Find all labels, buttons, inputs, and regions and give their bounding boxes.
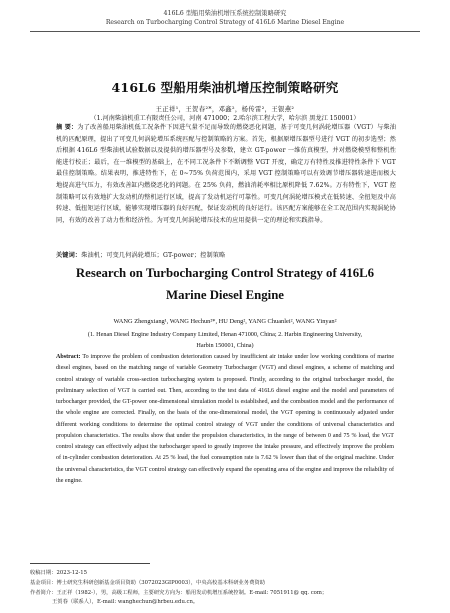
- abstract-en-text: To improve the problem of combustion deterioration caused by insufficient air intake under low working conditions of marine diesel engines, based on the matching range of variable Geometry Turbocharger (VGT) and diesel engines, a scheme of matching and control strategy of variable cross-section turbocharging system is proposed. Firstly, according to the original turbocharger model, the preliminary selection of VGT is carried out. Then, according to the test data of 416L6 diesel engine and the model and parameters of turbocharger provided, the GT-power one-dimensional simulation model is established, and the combustion model and the performance of the whole engine are corrected. Finally, on the basis of the one-dimensional model, the VGT opening is continuously adjusted under different working conditions to determine the optimal control strategy of VGT under the conditions of universal characteristics and propulsion characteristics. The results show that under the propulsion characteristics, in the range of between 0 and 75 % load, the VGT control strategy can effectively adjust the turbocharger speed to greatly improve the intake pressure, and effectively improve the problem of in-cylinder combustion deterioration. At 25 % load, the fuel consumption rate is 7.62 % lower than that of the original machine. Under the universal characteristics, the VGT control strategy can effectively expand the operating area of the engine and improve the reliability of the engine.: [56, 354, 394, 484]
- affiliation-en-line2: Harbin 150001, China): [196, 342, 254, 349]
- footnote-author-contact: 王贺春（联系人），E-mail: wanghechun@hrbeu.edu.cn。: [52, 599, 199, 605]
- paper-title-en-line1: Research on Turbocharging Control Strategy of 416L6: [75, 266, 375, 280]
- footnote-received: 收稿日期：2023-12-15: [30, 570, 88, 576]
- footnote-rule: [30, 563, 150, 564]
- abstract-en-label: Abstract:: [56, 354, 81, 360]
- abstract-cn: [56, 122, 396, 226]
- keywords-cn-label: 关键词：: [56, 252, 82, 259]
- authors-en: WANG Zhengxiang¹, WANG Hechun²*, HU Deng², YANG Chuanlei², WANG Yinyan²: [113, 318, 337, 325]
- footnote-author: 作者简介：王正祥（1982-），男，高级工程师，主要研究方向为：船用发动机增压系统控制。E-mail: 7051911@ qq. com；: [30, 590, 328, 596]
- paper-title-cn: 416L6 型船用柴油机增压控制策略研究: [111, 80, 339, 95]
- header-rule: [30, 31, 420, 32]
- abstract-en: [56, 352, 394, 487]
- keywords-cn-text: 柴油机；可变几何涡轮增压；GT-power；控制策略: [81, 252, 226, 259]
- affiliation-cn: （1.河南柴油机重工有限责任公司，河南 471000；2.哈尔滨工程大学，哈尔滨 黑龙江 150001）: [90, 115, 360, 122]
- footnote-fund: 基金项目：博士研究生科研创新基金项目资助（3072023GIP0003），中央高校基本科研业务费资助: [30, 580, 265, 586]
- affiliation-en-line1: (1. Henan Diesel Engine Industry Company Limited, Henan 471000, China; 2. Harbin Engineering University,: [87, 331, 363, 338]
- keywords-cn: [56, 250, 396, 262]
- abstract-cn-text: 为了改善船用柴油机低工况条件下因进气量不足而导致的燃烧恶化问题，基于可变几何涡轮增压器（VGT）与柴油机的匹配原理，提出了可变几何涡轮增压系统匹配与控制策略的方案。首先，根据原增压器型号进行 VGT 的初步选型；然后根据 416L6 型柴油机试验数据以及提供的增压器型号及参数，建立 GT-power 一维仿真模型，并对燃烧模型和整机性能进行校正；最后，在一维模型的基础上，在不同工况条件下不断调整 VGT 开度，确定万有特性及推进特性条件下 VGT 最佳控制策略。结果表明，推进特性下，在 0~75% 负荷范围内，采用 VGT 控制策略可以有效调节增压器转速进而极大地提高进气压力，有效改善缸内燃烧恶化的问题。在 25% 负荷，燃油消耗率相比原机降低 7.62%。万有特性下，VGT 控制策略可以有效地扩大发动机的整机运行区域，提高了发动机运行可靠性。可变几何涡轮增压模式在低转速、全扭矩及中高转速、低扭矩运行区域，能够实现增压器的良好匹配，保证发动机的良好运行。该匹配方案能够在全工况范围内实现涡轮协同，有效的改善了动力性和经济性。为可变几何涡轮增压技术的应用提供一定的理论和实践指导。: [56, 124, 396, 224]
- running-header-en: Research on Turbocharging Control Strategy of 416L6 Marine Diesel Engine: [105, 19, 345, 26]
- paper-title-en-line2: Marine Diesel Engine: [165, 288, 284, 302]
- abstract-cn-label: 摘 要：: [56, 124, 78, 131]
- authors-cn: 王正祥¹，王贺春²*，邓鑫²，杨传雷²，王银燕²: [155, 106, 295, 113]
- running-header-cn: 416L6 型船用柴油机增压系统控制策略研究: [163, 10, 287, 17]
